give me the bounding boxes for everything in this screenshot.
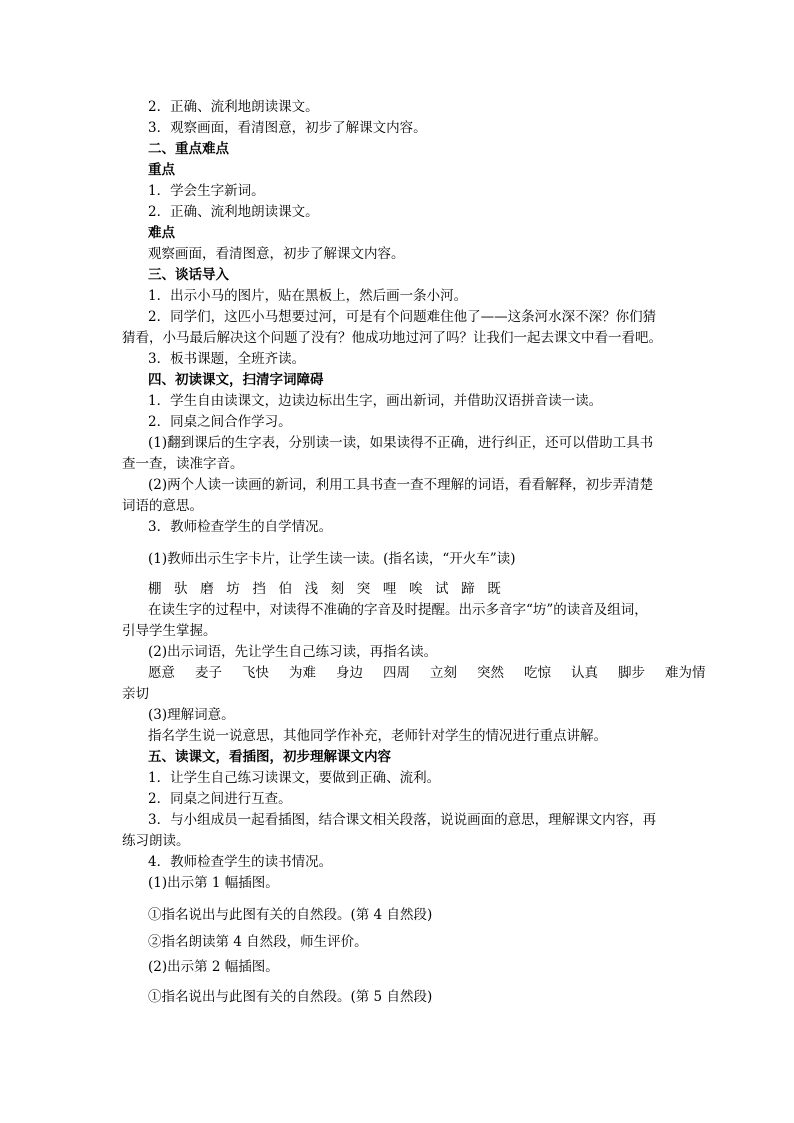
text-line: 2．正确、流利地朗读课文。 [148, 204, 319, 220]
text-line: (1)教师出示生字卡片，让学生读一读。(指名读，“开火车”读) [148, 551, 516, 567]
subheading: 重点 [148, 162, 175, 178]
text-line: ②指名朗读第 4 自然段，师生评价。 [148, 934, 368, 950]
text-line: 2．同桌之间合作学习。 [148, 414, 292, 430]
text-line: (1)翻到课后的生字表，分别读一读，如果读得不正确，进行纠正，还可以借助工具书 [148, 435, 654, 451]
character-item: 突 [356, 581, 371, 597]
section-heading: 五、读课文，看插图，初步理解课文内容 [148, 749, 391, 765]
text-line: 1．学生自由读课文，边读边标出生字，画出新词，并借助汉语拼音读一读。 [148, 393, 603, 409]
character-item: 挡 [252, 581, 266, 597]
text-line: 4．教师检查学生的读书情况。 [148, 854, 333, 870]
text-line: 3．教师检查学生的自学情况。 [148, 519, 333, 535]
character-item: 棚 [148, 581, 162, 597]
text-line: (2)出示第 2 幅插图。 [148, 959, 279, 975]
character-item: 蹄 [461, 581, 475, 597]
word-item: 麦子 [195, 665, 222, 681]
word-item: 吃惊 [524, 665, 551, 681]
character-item: 坊 [226, 581, 240, 597]
text-line: (3)理解词意。 [148, 707, 235, 723]
word-item: 立刻 [430, 665, 457, 681]
text-line: 2．同学们，这匹小马想要过河，可是有个问题难住他了——这条河水深不深？你们猜 [148, 309, 657, 325]
text-line: 词语的意思。 [122, 498, 203, 514]
text-line: 指名学生说一说意思，其他同学作补充，老师针对学生的情况进行重点讲解。 [148, 728, 607, 744]
character-item: 伯 [278, 581, 292, 597]
character-item: 驮 [174, 581, 188, 597]
text-line: 3．与小组成员一起看插图，结合课文相关段落，说说画面的意思，理解课文内容，再 [148, 812, 657, 828]
text-line: 3．观察画面，看清图意，初步了解课文内容。 [148, 120, 427, 136]
character-item: 唉 [408, 581, 423, 597]
text-line: 亲切 [122, 686, 149, 702]
text-line: 2．正确、流利地朗读课文。 [148, 99, 319, 115]
text-line: 3．板书课题，全班齐读。 [148, 351, 306, 367]
word-item: 飞快 [242, 665, 269, 681]
word-item: 四周 [383, 665, 410, 681]
text-line: 在读生字的过程中，对读得不准确的字音及时提醒。出示多音字“坊”的读音及组词， [148, 602, 648, 618]
character-item: 试 [435, 581, 449, 597]
character-item: 哩 [382, 581, 397, 597]
text-line: (1)出示第 1 幅插图。 [148, 875, 279, 891]
text-line: 1．学会生字新词。 [148, 183, 265, 199]
text-line: 练习朗读。 [122, 833, 190, 849]
word-item: 认真 [571, 665, 598, 681]
text-line: 引导学生掌握。 [122, 623, 217, 639]
text-line: 猜看，小马最后解决这个问题了没有？他成功地过河了吗？让我们一起去课文中看一看吧。 [122, 330, 662, 346]
word-item: 脚步 [618, 665, 645, 681]
character-item: 刻 [330, 581, 345, 597]
character-item: 磨 [200, 581, 214, 597]
text-line: 查一查，读准字音。 [122, 456, 244, 472]
subheading: 难点 [148, 225, 175, 241]
word-item: 为难 [289, 665, 316, 681]
word-item: 突然 [477, 665, 504, 681]
text-line: ①指名说出与此图有关的自然段。(第 4 自然段) [148, 907, 433, 923]
text-line: 2．同桌之间进行互查。 [148, 791, 292, 807]
section-heading: 三、谈话导入 [148, 267, 229, 283]
word-item: 身边 [336, 665, 363, 681]
character-list [148, 579, 513, 599]
word-list [148, 663, 706, 683]
word-item: 难为情 [665, 665, 706, 681]
section-heading: 四、初读课文，扫清字词障碍 [148, 372, 324, 388]
character-item: 浅 [304, 581, 319, 597]
text-line: 1．让学生自己练习读课文，要做到正确、流利。 [148, 770, 441, 786]
text-line: (2)两个人读一读画的新词，利用工具书查一查不理解的词语，看看解释，初步弄清楚 [148, 477, 654, 493]
text-line: (2)出示词语，先让学生自己练习读，再指名读。 [148, 644, 438, 660]
text-line: 观察画面，看清图意，初步了解课文内容。 [148, 246, 405, 262]
section-heading: 二、重点难点 [148, 141, 229, 157]
text-line: ①指名说出与此图有关的自然段。(第 5 自然段) [148, 989, 433, 1005]
character-item: 既 [487, 581, 501, 597]
word-item: 愿意 [148, 665, 175, 681]
text-line: 1．出示小马的图片，贴在黑板上，然后画一条小河。 [148, 288, 468, 304]
